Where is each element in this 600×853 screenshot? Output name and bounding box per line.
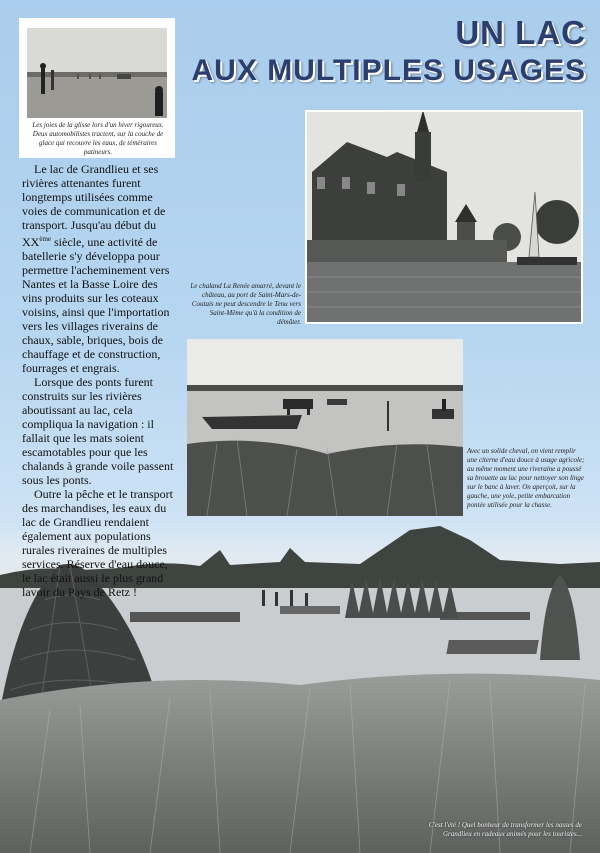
paragraph-1-start: Le lac de Grandlieu et ses rivières attenantes furent longtemps utilisées comme voies de communication et de transport. Jusqu'au début du XX — [22, 162, 166, 249]
paragraph-1-sup: ème — [39, 235, 52, 243]
title-line-2: AUX MULTIPLES USAGES — [191, 54, 586, 87]
paragraph-1-end: siècle, une activité de batellerie s'y développa pour permettre l'acheminement vers Nantes et la Basse Loire des vins produits sur les coteaux voisins, ainsi que l'importation vers les villages riverains de chaux, sable, briques, bois de chauffage et de construction, fourrages et engrais. — [22, 235, 170, 375]
main-text — [22, 162, 174, 599]
caption-chaland: Le chaland La Renée amarré, devant le château, au port de Saint-Mars-de-Coutais ne peut descendre le Tenu vers Saint-Même qu'à la condition de démâter. — [190, 282, 301, 326]
photo-cheval-citerne — [187, 339, 463, 516]
paragraph-3: Outre la pêche et le transport des marchandises, les eaux du lac de Grandlieu rendaient également aux populations rurales riveraines de multiples services. Réserve d'eau douce, le lac était aussi le plus grand lavoir du Pays de Retz ! — [22, 487, 173, 599]
paragraph-1 — [22, 162, 174, 375]
title-line-1: UN LAC — [455, 14, 586, 51]
caption-ice: Les joies de la glisse lors d'un hiver rigoureux. Deux automobilistes tractent, sur la couche de glace qui recouvre les eaux, de téméraires patineurs. — [32, 121, 164, 156]
photo-ice-skating — [27, 28, 167, 118]
photo-chateau-chaland — [305, 110, 583, 324]
caption-cheval: Avec un solide cheval, on vient remplir une citerne d'eau douce à usage agricole; au même moment une riveraine a poussé sa brouette au lac pour nettoyer son linge sur le banc à laver. On aperçoit, sur la gauche, une yole, petite embarcation pontée utilisée pour la chasse. — [467, 447, 585, 509]
caption-nasses: C'est l'été ! Quel bonheur de transformer les nasses de Grandlieu en radeaux animés pour les touristes... — [428, 821, 582, 838]
page-title — [166, 14, 586, 90]
paragraph-2: Lorsque des ponts furent construits sur les rivières aboutissant au lac, cela compliqua la navigation : il fallait que les mats soient escamotables pour que les chalands à grande voile passent sous les ponts. — [22, 375, 174, 487]
